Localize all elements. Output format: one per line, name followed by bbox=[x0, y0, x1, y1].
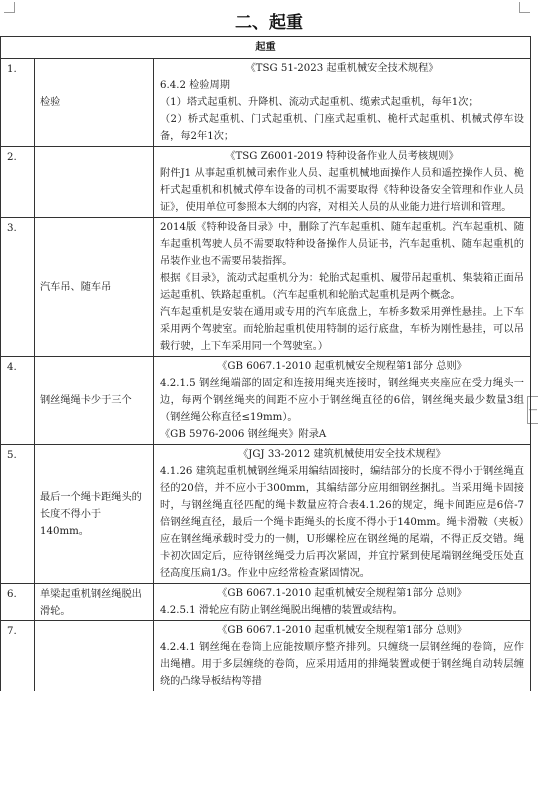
table-row bbox=[1, 445, 531, 584]
table-row bbox=[1, 218, 531, 357]
row-topic bbox=[35, 147, 154, 218]
row-topic bbox=[35, 621, 154, 692]
table-row bbox=[1, 59, 531, 147]
row-topic: 钢丝绳绳卡少于三个 bbox=[35, 357, 154, 445]
regulation-citation: 《GB 6067.1-2010 起重机械安全规程第1部分 总则》 bbox=[217, 625, 467, 636]
regulation-citation: 《JGJ 33-2012 建筑机械使用安全技术规程》 bbox=[238, 449, 446, 460]
row-topic: 单梁起重机钢丝绳脱出滑轮。 bbox=[35, 584, 154, 621]
clause-text: 根据《目录》，流动式起重机分为：轮胎式起重机、履带吊起重机、集装箱正面吊运起重机、铁路起重机。（汽车起重机和轮胎式起重机是两个概念。 bbox=[160, 273, 524, 301]
section-heading: 二、起重 bbox=[235, 13, 303, 33]
row-content bbox=[154, 147, 531, 218]
side-scroll-tab[interactable]: — bbox=[527, 396, 538, 424]
clause-text: 4.2.4.1 钢丝绳在卷筒上应能按顺序整齐排列。只缠绕一层钢丝绳的卷筒，应作出绳槽。用于多层缠绕的卷筒，应采用适用的排绳装置或便于钢丝绳自动转层缠绕的凸缘导板结构等措 bbox=[160, 642, 524, 687]
clause-text: 2014版《特种设备目录》中，删除了汽车起重机、随车起重机。汽车起重机、随车起重机驾驶人员不需要取特种设备操作人员证书，汽车起重机、随车起重机的吊装作业也不需要吊装指挥。 bbox=[160, 222, 524, 267]
table-row bbox=[1, 147, 531, 218]
row-content bbox=[154, 584, 531, 621]
row-content bbox=[154, 445, 531, 584]
clause-text: 附件J1 从事起重机械司索作业人员、起重机械地面操作人员和遥控操作人员、桅杆式起重机和机械式停车设备的司机不需要取得《特种设备安全管理和作业人员证》，使用单位可参照本大纲的内容，对相关人员的从业能力进行培训和管理。 bbox=[160, 168, 524, 213]
table-row bbox=[1, 621, 531, 692]
regulation-citation: 《GB 5976-2006 钢丝绳夹》附录A bbox=[160, 429, 327, 440]
row-number: 2. bbox=[1, 147, 35, 218]
row-topic: 汽车吊、随车吊 bbox=[35, 218, 154, 357]
row-content bbox=[154, 59, 531, 147]
row-number: 1. bbox=[1, 59, 35, 147]
row-content bbox=[154, 218, 531, 357]
row-number: 7. bbox=[1, 621, 35, 692]
regulation-citation: 《GB 6067.1-2010 起重机械安全规程第1部分 总则》 bbox=[217, 588, 467, 599]
table-row bbox=[1, 584, 531, 621]
regulation-table bbox=[0, 36, 531, 691]
clause-text: 汽车起重机是安装在通用或专用的汽车底盘上，车桥多数采用弹性悬挂。上下车采用两个驾驶室。而轮胎起重机使用特制的运行底盘，车桥为刚性悬挂，可以吊载行驶，上下车采用同一个驾驶室。） bbox=[160, 307, 524, 352]
regulation-citation: 《TSG 51-2023 起重机械安全技术规程》 bbox=[245, 63, 439, 74]
table-title: 起重 bbox=[1, 37, 531, 59]
table-row bbox=[1, 357, 531, 445]
clause-text: 4.2.5.1 滑轮应有防止钢丝绳脱出绳槽的装置或结构。 bbox=[160, 605, 403, 616]
clause-text: （1）塔式起重机、升降机、流动式起重机、缆索式起重机，每年1次； bbox=[160, 97, 479, 108]
row-topic: 最后一个绳卡距绳头的长度不得小于140mm。 bbox=[35, 445, 154, 584]
clause-text: 4.2.1.5 钢丝绳端部的固定和连接用绳夹连接时，钢丝绳夹夹座应在受力绳头一边，每两个钢丝绳夹的间距不应小于钢丝绳直径的6倍，钢丝绳夹最少数量3组（钢丝绳公称直径≤19mm）。 bbox=[160, 378, 524, 423]
row-topic: 检验 bbox=[35, 59, 154, 147]
row-number: 6. bbox=[1, 584, 35, 621]
table-title-row bbox=[1, 37, 531, 59]
clause-text: 4.1.26 建筑起重机械钢丝绳采用编结固接时，编结部分的长度不得小于钢丝绳直径的20倍，并不应小于300mm，其编结部分应用细钢丝捆扎。当采用绳卡固接时，与钢丝绳直径匹配的绳卡数量应符合表4.1.26的规定，绳卡间距应是6倍-7倍钢丝绳直径，最后一个绳卡距绳头的长度不得小于140mm。绳卡滑鞍（夹板）应在钢丝绳承载时受力的一侧，U形螺栓应在钢丝绳的尾端，不得正反交错。绳卡初次固定后，应待钢丝绳受力后再次紧固，并宜拧紧到使尾端钢丝绳受压处直径高度压扁1/3。作业中应经常检查紧固情况。 bbox=[160, 466, 524, 579]
clause-text: （2）桥式起重机、门式起重机、门座式起重机、桅杆式起重机、机械式停车设备，每2年1次； bbox=[160, 114, 524, 142]
clause-text: 6.4.2 检验周期 bbox=[160, 80, 230, 91]
regulation-citation: 《GB 6067.1-2010 起重机械安全规程第1部分 总则》 bbox=[217, 361, 467, 372]
row-content bbox=[154, 621, 531, 692]
row-content bbox=[154, 357, 531, 445]
row-number: 4. bbox=[1, 357, 35, 445]
row-number: 5. bbox=[1, 445, 35, 584]
regulation-citation: 《TSG Z6001-2019 特种设备作业人员考核规则》 bbox=[225, 151, 459, 162]
row-number: 3. bbox=[1, 218, 35, 357]
